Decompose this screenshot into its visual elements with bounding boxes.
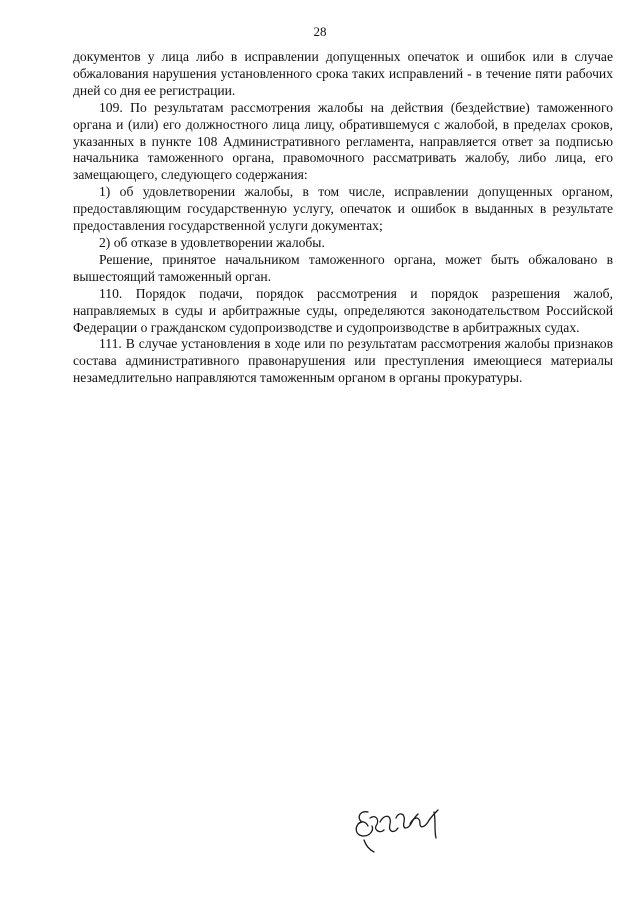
paragraph-109-item-1: 1) об удовлетворении жалобы, в том числе, исправлении допущенных органом, предоставляющим государственную услугу, опечаток и ошибок в выданных в результате предоставления государственной услуги документах; [73, 184, 613, 234]
paragraph-continuation: документов у лица либо в исправлении допущенных опечаток и ошибок или в случае обжалования нарушения установленного срока таких исправлений - в течение пяти рабочих дней со дня ее регистрации. [73, 49, 613, 98]
paragraph-110: 110. Порядок подачи, порядок рассмотрения и порядок разрешения жалоб, направляемых в суды и арбитражные суды, определяются законодательством Российской Федерации о гражданском судопроизводстве и судопроизводстве в арбитражных судах. [73, 285, 613, 335]
paragraph-109-item-2: 2) об отказе в удовлетворении жалобы. [99, 234, 325, 250]
paragraph-111: 111. В случае установления в ходе или по результатам рассмотрения жалобы признаков состава административного правонарушения или преступления имеющиеся материалы незамедлительно направляются таможенным органом в органы прокуратуры. [73, 336, 613, 386]
paragraph-109: 109. По результатам рассмотрения жалобы на действия (бездействие) таможенного органа и (или) его должностного лица лицу, обратившемуся с жалобой, в пределах сроков, указанных в пункте 108 Административного регламента, направляется ответ за подписью начальника таможенного органа, правомочного рассматривать жалобу, либо лица, его замещающего, следующего содержания: [73, 99, 613, 183]
handwritten-signature-icon [350, 800, 450, 856]
document-body [73, 49, 613, 387]
page-number: 28 [313, 24, 327, 39]
paragraph-decision: Решение, принятое начальником таможенного органа, может быть обжаловано в вышестоящий таможенный орган. [73, 251, 613, 284]
